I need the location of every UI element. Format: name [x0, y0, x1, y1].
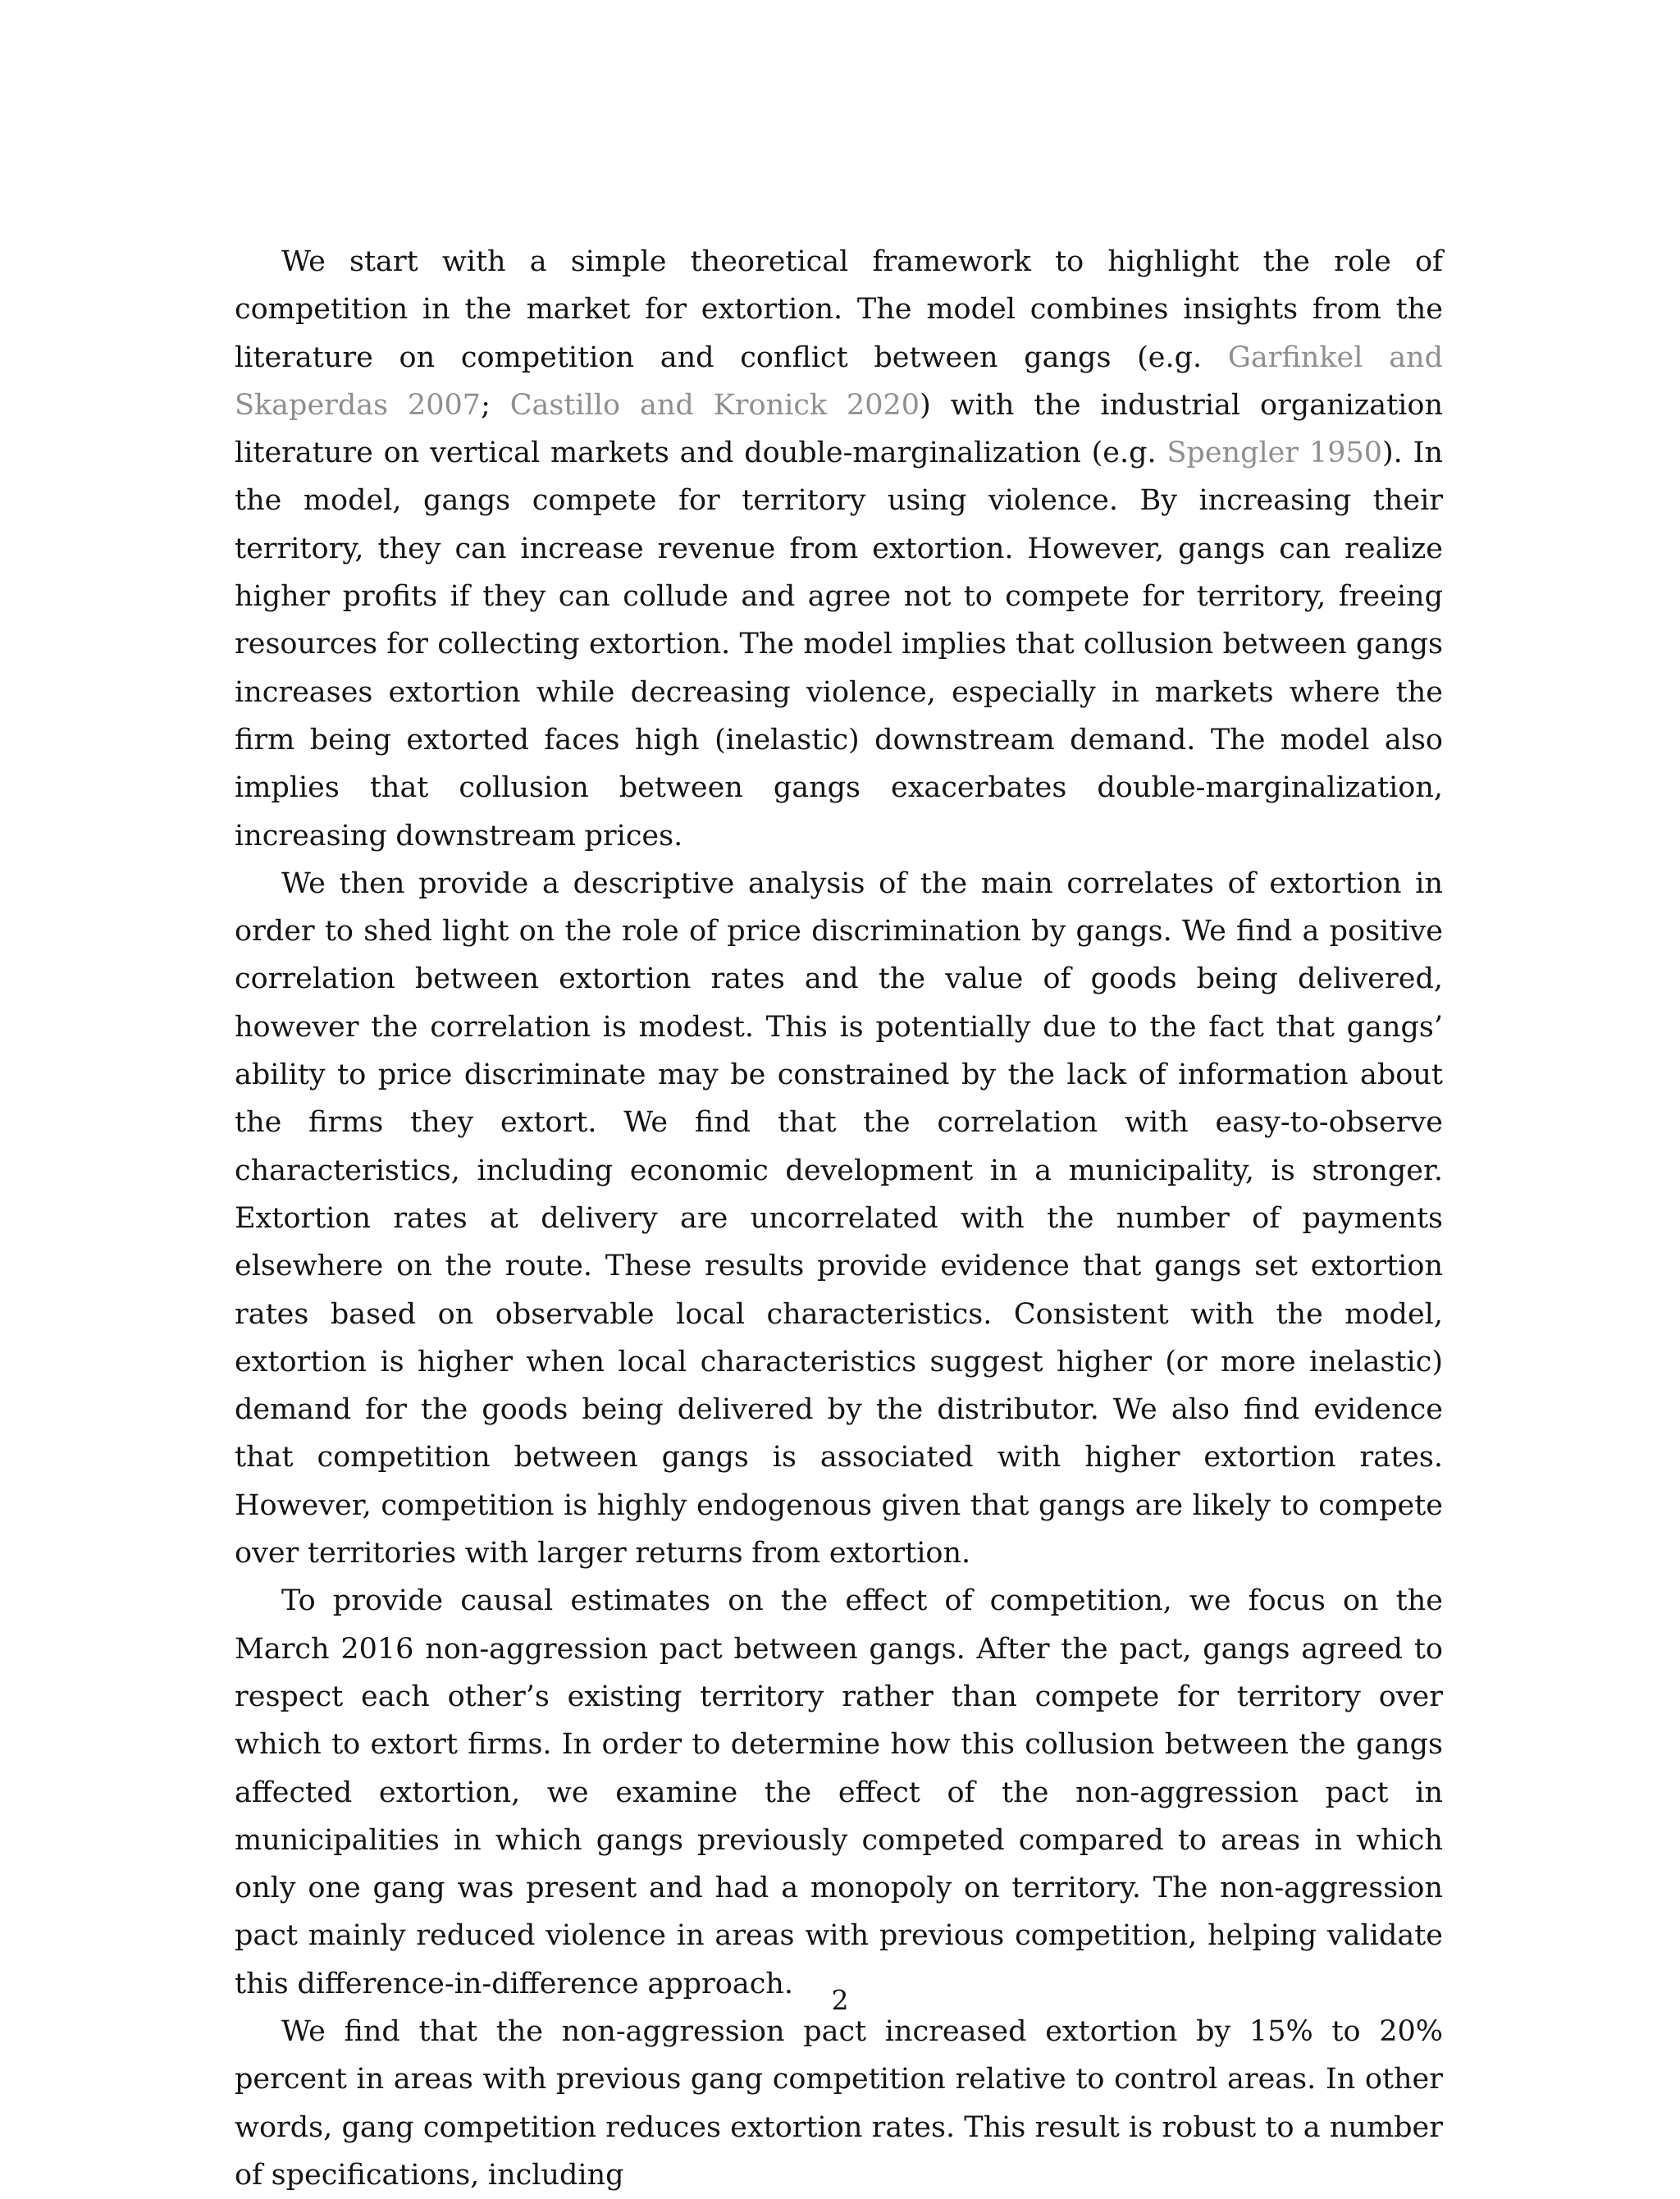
page-body — [235, 238, 1443, 2199]
paragraph-1-text-1: We start with a simple theoretical framework to highlight the role of competition in the market for extortion. The model combines insights from the literature on competition and conflict between gangs (e.g. — [235, 245, 1443, 374]
citation-garfinkel-skaperdas-2007[interactable]: Garfinkel and Skaperdas 2007 — [235, 341, 1444, 422]
paragraph-4 — [235, 2008, 1443, 2199]
paragraph-3-text: To provide causal estimates on the effect of competition, we focus on the March 2016 non-aggression pact between gangs. After the pact, gangs agreed to respect each other’s existing territory rather than compete for territory over which to extort firms. In order to determine how this collusion between the gangs affected extortion, we examine the effect of the non-aggression pact in municipalities in which gangs previously competed compared to areas in which only one gang was present and had a monopoly on territory. The non-aggression pact mainly reduced violence in areas with previous competition, helping validate this difference-in-difference approach. — [235, 1584, 1443, 2000]
page-number: 2 — [831, 1984, 849, 2016]
paragraph-2-text: We then provide a descriptive analysis of the main correlates of extortion in order to shed light on the role of price discrimination by gangs. We find a positive correlation between extortion rates and the value of goods being delivered, however the correlation is modest. This is potentially due to the fact that gangs’ ability to price discriminate may be constrained by the lack of information about the firms they extort. We find that the correlation with easy-to-observe characteristics, including economic development in a municipality, is stronger. Extortion rates at delivery are uncorrelated with the number of payments elsewhere on the route. These results provide evidence that gangs set extortion rates based on observable local characteristics. Consistent with the model, extortion is higher when local characteristics suggest higher (or more inelastic) demand for the goods being delivered by the distributor. We also find evidence that competition between gangs is associated with higher extortion rates. However, competition is highly endogenous given that gangs are likely to compete over territories with larger returns from extortion. — [235, 866, 1443, 1570]
citation-castillo-kronick-2020[interactable]: Castillo and Kronick 2020 — [509, 388, 920, 422]
paragraph-1-text-3: ) with the industrial organization literature on vertical markets and double-marginalization (e.g. — [235, 388, 1443, 470]
paragraph-1 — [235, 238, 1443, 860]
paragraph-3 — [235, 1577, 1443, 2008]
paragraph-1-text-4: ). In the model, gangs compete for territory using violence. By increasing their territory, they can increase revenue from extortion. However, gangs can realize higher profits if they can collude and agree not to compete for territory, freeing resources for collecting extortion. The model implies that collusion between gangs increases extortion while decreasing violence, especially in markets where the firm being extorted faces high (inelastic) downstream demand. The model also implies that collusion between gangs exacerbates double-marginalization, increasing downstream prices. — [235, 437, 1443, 853]
paragraph-4-text: We find that the non-aggression pact increased extortion by 15% to 20% percent in areas with previous gang competition relative to control areas. In other words, gang competition reduces extortion rates. This result is robust to a number of specifications, including — [235, 2014, 1443, 2192]
paragraph-1-text-2: ; — [481, 388, 510, 422]
paragraph-2 — [235, 860, 1443, 1577]
citation-spengler-1950[interactable]: Spengler 1950 — [1166, 437, 1383, 470]
